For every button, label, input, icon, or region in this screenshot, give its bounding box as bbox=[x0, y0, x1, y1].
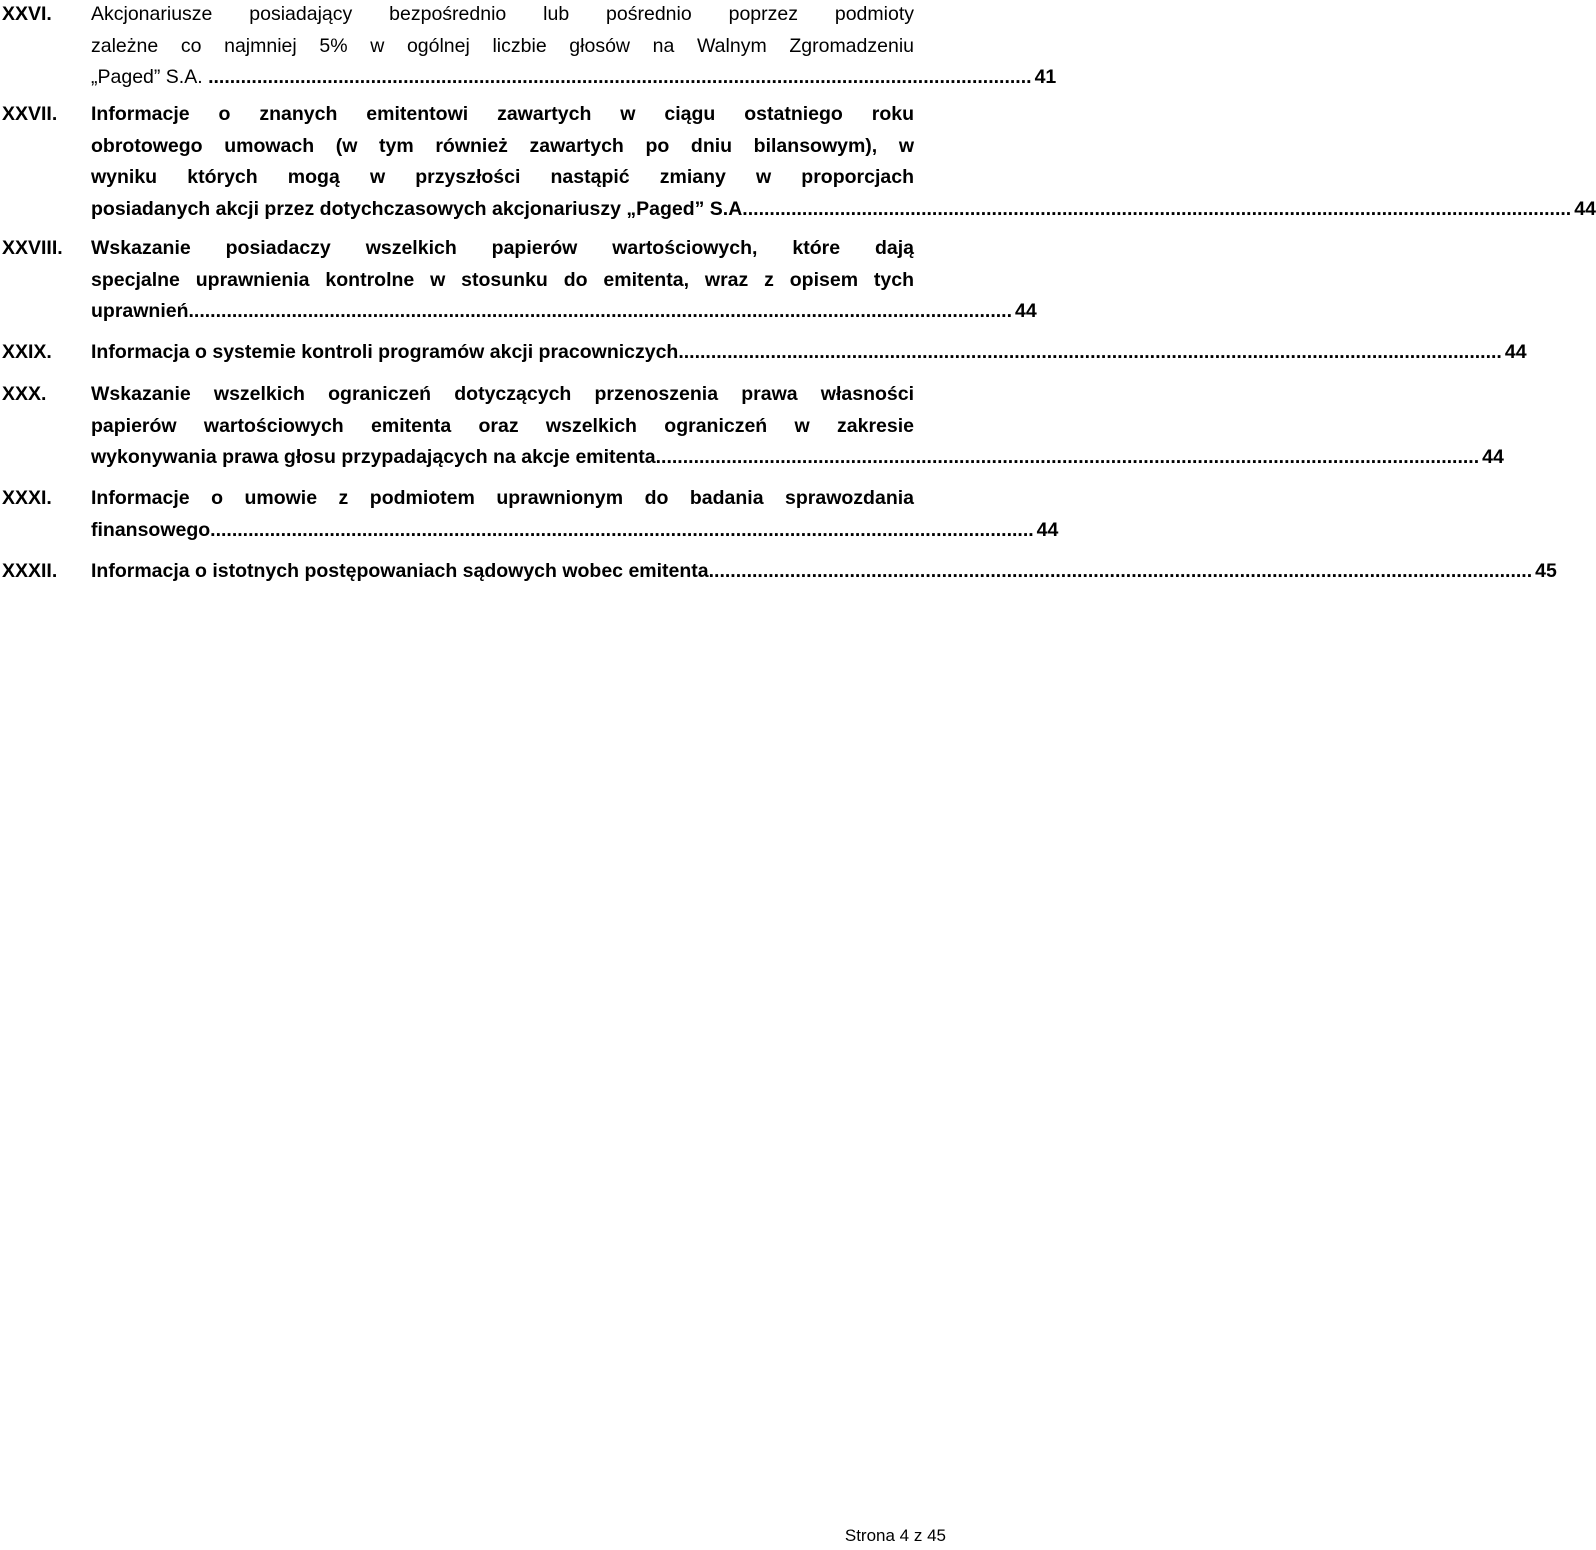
toc-entry-title bbox=[91, 0, 1057, 94]
toc-entry-number: XXVII. bbox=[2, 103, 58, 125]
toc-entry-last-line-text: finansowego bbox=[91, 518, 211, 541]
toc-entry-last-line-text: posiadanych akcji przez dotychczasowych akcjonariuszy „Paged” S.A. bbox=[91, 197, 748, 220]
toc-entry-last-line bbox=[91, 337, 1527, 369]
toc-entry-line: Wskazanie wszelkich ograniczeń dotyczących przenoszenia prawa własności bbox=[91, 383, 914, 405]
toc-entry-last-line-text: „Paged” S.A. bbox=[91, 66, 209, 88]
toc-entry-page: 44 bbox=[1504, 341, 1527, 363]
toc-entry-last-line bbox=[91, 62, 1057, 94]
dot-leader: ........................................................................................................................................................ bbox=[708, 560, 1533, 582]
toc-entry-number: XXVIII. bbox=[2, 237, 63, 259]
dot-leader: ........................................................................................................................................................ bbox=[747, 197, 1572, 220]
toc-entry-title bbox=[91, 233, 1037, 328]
toc-entry-line: specjalne uprawnienia kontrolne w stosunku do emitenta, wraz z opisem tych bbox=[91, 268, 914, 291]
toc-entry-last-line bbox=[91, 194, 1596, 226]
toc-entry-last-line-text: wykonywania prawa głosu przypadających na akcje emitenta bbox=[91, 446, 656, 468]
toc-entry-number: XXIX. bbox=[2, 341, 52, 363]
toc-entry-page: 45 bbox=[1535, 560, 1557, 582]
toc-entry-page: 44 bbox=[1482, 446, 1504, 468]
toc-entry-last-line bbox=[91, 296, 1037, 328]
page-footer: Strona 4 z 45 bbox=[844, 1526, 946, 1545]
dot-leader: ........................................................................................................................................................ bbox=[655, 446, 1480, 468]
toc-entry-page: 44 bbox=[1574, 197, 1596, 220]
toc-entry-number: XXVI. bbox=[2, 3, 52, 25]
toc-entry-last-line-text: Informacja o systemie kontroli programów akcji pracowniczych bbox=[91, 341, 679, 363]
toc-entry-last-line bbox=[91, 442, 1504, 474]
toc-entry-line: papierów wartościowych emitenta oraz wszelkich ograniczeń w zakresie bbox=[91, 414, 914, 437]
toc-entry-last-line bbox=[91, 556, 1557, 588]
dot-leader: ........................................................................................................................................................ bbox=[678, 341, 1502, 363]
dot-leader: ........................................................................................................................................................ bbox=[208, 66, 1032, 88]
toc-entry-number: XXXI. bbox=[2, 487, 52, 509]
toc-entry-title bbox=[91, 483, 1059, 546]
toc-entry-page: 41 bbox=[1034, 66, 1057, 88]
dot-leader: ........................................................................................................................................................ bbox=[210, 518, 1034, 541]
toc-entry-title bbox=[91, 99, 1596, 225]
toc-entry-number: XXX. bbox=[2, 383, 47, 405]
toc-entry-page: 44 bbox=[1036, 518, 1059, 541]
toc-entry-title bbox=[91, 556, 1557, 588]
toc-entry-number: XXXII. bbox=[2, 560, 58, 582]
toc-entry-last-line-text: uprawnień bbox=[91, 300, 189, 322]
dot-leader: ........................................................................................................................................................ bbox=[188, 300, 1013, 322]
toc-entry-last-line bbox=[91, 515, 1059, 547]
toc-entry-line: obrotowego umowach (w tym również zawartych po dniu bilansowym), w bbox=[91, 134, 914, 157]
toc-entry-line: wyniku których mogą w przyszłości nastąpić zmiany w proporcjach bbox=[91, 166, 914, 188]
toc-entry-line: Informacje o znanych emitentowi zawartych w ciągu ostatniego roku bbox=[91, 103, 914, 125]
toc-entry-line: zależne co najmniej 5% w ogólnej liczbie głosów na Walnym Zgromadzeniu bbox=[91, 34, 914, 57]
toc-entry-line: Akcjonariusze posiadający bezpośrednio lub pośrednio poprzez podmioty bbox=[91, 3, 914, 25]
toc-entry-page: 44 bbox=[1015, 300, 1037, 322]
toc-entry-title bbox=[91, 337, 1527, 369]
toc-entry-last-line-text: Informacja o istotnych postępowaniach sądowych wobec emitenta bbox=[91, 560, 709, 582]
toc-entry-line: Informacje o umowie z podmiotem uprawnionym do badania sprawozdania bbox=[91, 487, 914, 509]
toc-entry-title bbox=[91, 379, 1504, 474]
toc-entry-line: Wskazanie posiadaczy wszelkich papierów wartościowych, które dają bbox=[91, 237, 914, 259]
